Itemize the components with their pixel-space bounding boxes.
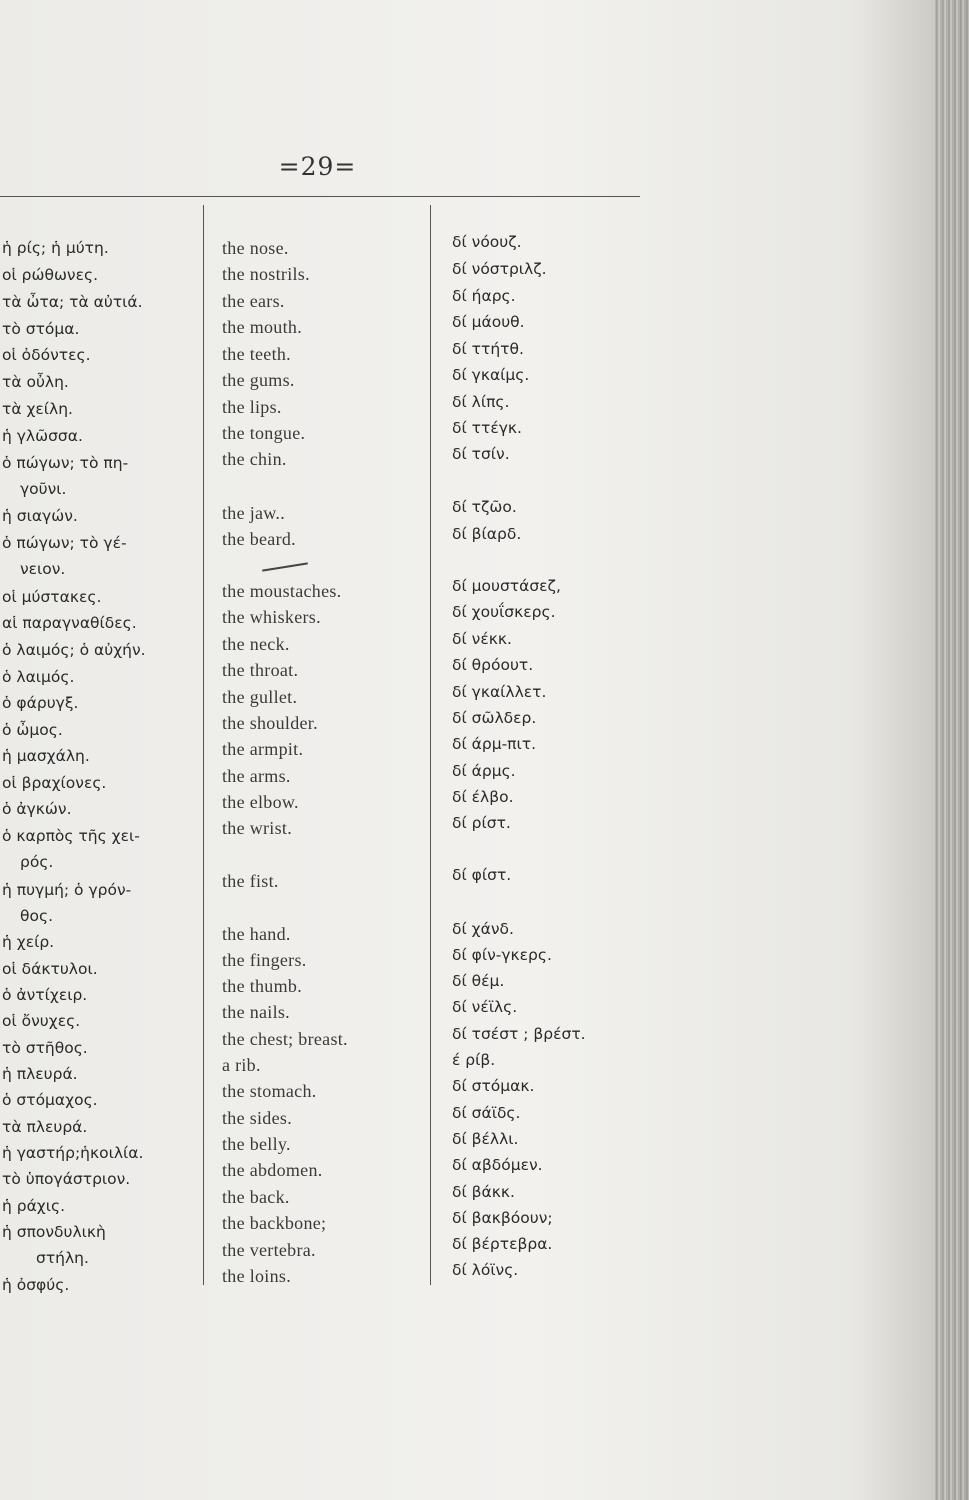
greek-term: ἡ ὀσφύς. xyxy=(2,1276,70,1294)
english-term: the hand. xyxy=(222,924,291,944)
english-term: the backbone; xyxy=(222,1213,327,1233)
pronunciation-continuation: δί βέρτεβρα. xyxy=(452,1235,553,1253)
pronunciation: δί άρμ-πιτ. xyxy=(452,735,537,753)
english-term: the shoulder. xyxy=(222,713,318,733)
pronunciation: δί χάνδ. xyxy=(452,920,514,938)
greek-term: ἡ γλῶσσα. xyxy=(2,427,83,445)
pronunciation: δί αβδόμεν. xyxy=(452,1156,543,1174)
greek-term: ὁ λαιμός. xyxy=(2,668,75,686)
english-term: the back. xyxy=(222,1187,290,1207)
greek-term: ἡ μασχάλη. xyxy=(2,747,90,765)
english-term: the stomach. xyxy=(222,1081,317,1101)
greek-term: οἱ ὄνυχες. xyxy=(2,1012,81,1030)
pronunciation: δί βάκκ. xyxy=(452,1183,515,1201)
english-term: the neck. xyxy=(222,634,290,654)
english-term: the loins. xyxy=(222,1266,291,1286)
pronunciation: δί βίαρδ. xyxy=(452,525,522,543)
pronunciation: δί φίν-γκερς. xyxy=(452,946,552,964)
greek-term: ὁ καρπὸς τῆς χει- xyxy=(2,827,140,845)
english-term: the chin. xyxy=(222,449,287,469)
pronunciation: δί νέϊλς. xyxy=(452,998,518,1016)
pronunciation: δί χουΐσκερς. xyxy=(452,603,556,621)
pronunciation: δί θρόουτ. xyxy=(452,656,534,674)
greek-term: τὰ ὦτα; τὰ αὐτιά. xyxy=(2,293,143,311)
pronunciation: δί θέμ. xyxy=(452,972,505,990)
greek-term: ἡ ράχις. xyxy=(2,1197,66,1215)
greek-term-continuation: γοῦνι. xyxy=(20,480,67,498)
greek-term: τὰ χείλη. xyxy=(2,400,73,418)
pronunciation: δί φίστ. xyxy=(452,866,512,884)
greek-term: ἡ ρίς; ἡ μύτη. xyxy=(2,239,109,257)
greek-term-continuation: νειον. xyxy=(20,560,66,578)
english-term-continuation: the vertebra. xyxy=(222,1240,316,1260)
pronunciation: δί έλβο. xyxy=(452,788,514,806)
pronunciation: δί νέκκ. xyxy=(452,630,512,648)
english-term: the abdomen. xyxy=(222,1160,323,1180)
greek-term: οἱ βραχίονες. xyxy=(2,774,107,792)
pronunciation: δί άρμς. xyxy=(452,762,516,780)
pronunciation: δί ήαρς. xyxy=(452,287,516,305)
greek-term: ὁ ἀγκών. xyxy=(2,800,72,818)
english-term: the teeth. xyxy=(222,344,291,364)
greek-term: ἡ σιαγών. xyxy=(2,507,78,525)
english-term: the gums. xyxy=(222,370,295,390)
greek-term: ἡ πυγμή; ὁ γρόν- xyxy=(2,881,132,899)
greek-term: οἱ ὀδόντες. xyxy=(2,346,91,364)
greek-term: ἡ πλευρά. xyxy=(2,1065,78,1083)
greek-term: τὸ στῆθος. xyxy=(2,1039,88,1057)
english-term: a rib. xyxy=(222,1055,261,1075)
english-term: the beard. xyxy=(222,529,296,549)
greek-term: οἱ δάκτυλοι. xyxy=(2,960,98,978)
english-term: the nostrils. xyxy=(222,264,310,284)
greek-term: τὸ ὑπογάστριον. xyxy=(2,1170,131,1188)
page-edge xyxy=(935,0,969,1500)
english-term: the arms. xyxy=(222,766,291,786)
page-number: =29= xyxy=(278,152,357,181)
english-term: the whiskers. xyxy=(222,607,321,627)
pronunciation: δί νόουζ. xyxy=(452,233,522,251)
pronunciation: έ ρίβ. xyxy=(452,1051,496,1069)
english-term: the throat. xyxy=(222,660,299,680)
english-term: the gullet. xyxy=(222,687,298,707)
pronunciation: δί σῶλδερ. xyxy=(452,709,537,727)
greek-term: τὸ στόμα. xyxy=(2,320,80,338)
pronunciation: δί λόϊνς. xyxy=(452,1261,519,1279)
pronunciation: δί σάϊδς. xyxy=(452,1104,521,1122)
pronunciation: δί ττήτθ. xyxy=(452,340,524,358)
english-term: the fist. xyxy=(222,871,279,891)
column-divider-left xyxy=(203,205,204,1285)
greek-term: οἱ ρώθωνες. xyxy=(2,266,98,284)
pronunciation: δί τσέστ ; βρέστ. xyxy=(452,1025,586,1043)
pronunciation: δί στόμακ. xyxy=(452,1077,535,1095)
pronunciation: δί τσίν. xyxy=(452,445,510,463)
pronunciation: δί ρίστ. xyxy=(452,814,511,832)
english-term: the jaw.. xyxy=(222,503,286,523)
greek-term: ἡ σπονδυλικὴ xyxy=(2,1223,106,1241)
greek-term: ὁ πώγων; τὸ γέ- xyxy=(2,534,127,552)
english-term: the nose. xyxy=(222,238,289,258)
english-term: the elbow. xyxy=(222,792,299,812)
pronunciation: δί γκαίλλετ. xyxy=(452,683,547,701)
english-term: the moustaches. xyxy=(222,581,342,601)
english-term: the sides. xyxy=(222,1108,292,1128)
greek-term: ὁ ὦμος. xyxy=(2,721,63,739)
english-term: the chest; breast. xyxy=(222,1029,348,1049)
greek-term: αἱ παραγναθίδες. xyxy=(2,614,137,632)
english-term: the mouth. xyxy=(222,317,302,337)
english-term: the belly. xyxy=(222,1134,291,1154)
pronunciation: δί μάουθ. xyxy=(452,313,525,331)
english-term: the armpit. xyxy=(222,739,304,759)
pronunciation: δί λίπς. xyxy=(452,393,510,411)
greek-term: ἡ χείρ. xyxy=(2,933,55,951)
english-term: the tongue. xyxy=(222,423,306,443)
english-term: the ears. xyxy=(222,291,285,311)
greek-term-continuation: θος. xyxy=(20,907,53,925)
greek-term: τὰ πλευρά. xyxy=(2,1118,88,1136)
pronunciation: δί βακβόουν; xyxy=(452,1209,553,1227)
english-term: the thumb. xyxy=(222,976,302,996)
greek-term: ὁ φάρυγξ. xyxy=(2,694,79,712)
pronunciation: δί γκαίμς. xyxy=(452,366,530,384)
greek-term: ὁ πώγων; τὸ πη- xyxy=(2,454,129,472)
english-term: the wrist. xyxy=(222,818,292,838)
pronunciation: δί βέλλι. xyxy=(452,1130,519,1148)
greek-term: ὁ λαιμός; ὁ αὐχήν. xyxy=(2,641,146,659)
pronunciation: δί ττέγκ. xyxy=(452,419,522,437)
greek-term: ὁ στόμαχος. xyxy=(2,1091,98,1109)
greek-term: ὁ ἀντίχειρ. xyxy=(2,986,88,1004)
pronunciation: δί μουστάσεζ, xyxy=(452,577,561,595)
greek-term: οἱ μύστακες. xyxy=(2,588,102,606)
pronunciation: δί νόστριλζ. xyxy=(452,260,547,278)
english-term: the fingers. xyxy=(222,950,307,970)
greek-term: τὰ οὖλη. xyxy=(2,373,69,391)
greek-term-continuation: στήλη. xyxy=(36,1249,89,1267)
pronunciation: δί τζῶο. xyxy=(452,498,517,516)
greek-term: ἡ γαστήρ;ἡκοιλία. xyxy=(2,1144,144,1162)
english-term: the nails. xyxy=(222,1002,290,1022)
separator-dash xyxy=(262,562,308,571)
greek-term-continuation: ρός. xyxy=(20,853,54,871)
header-rule xyxy=(0,196,640,197)
english-term: the lips. xyxy=(222,397,282,417)
